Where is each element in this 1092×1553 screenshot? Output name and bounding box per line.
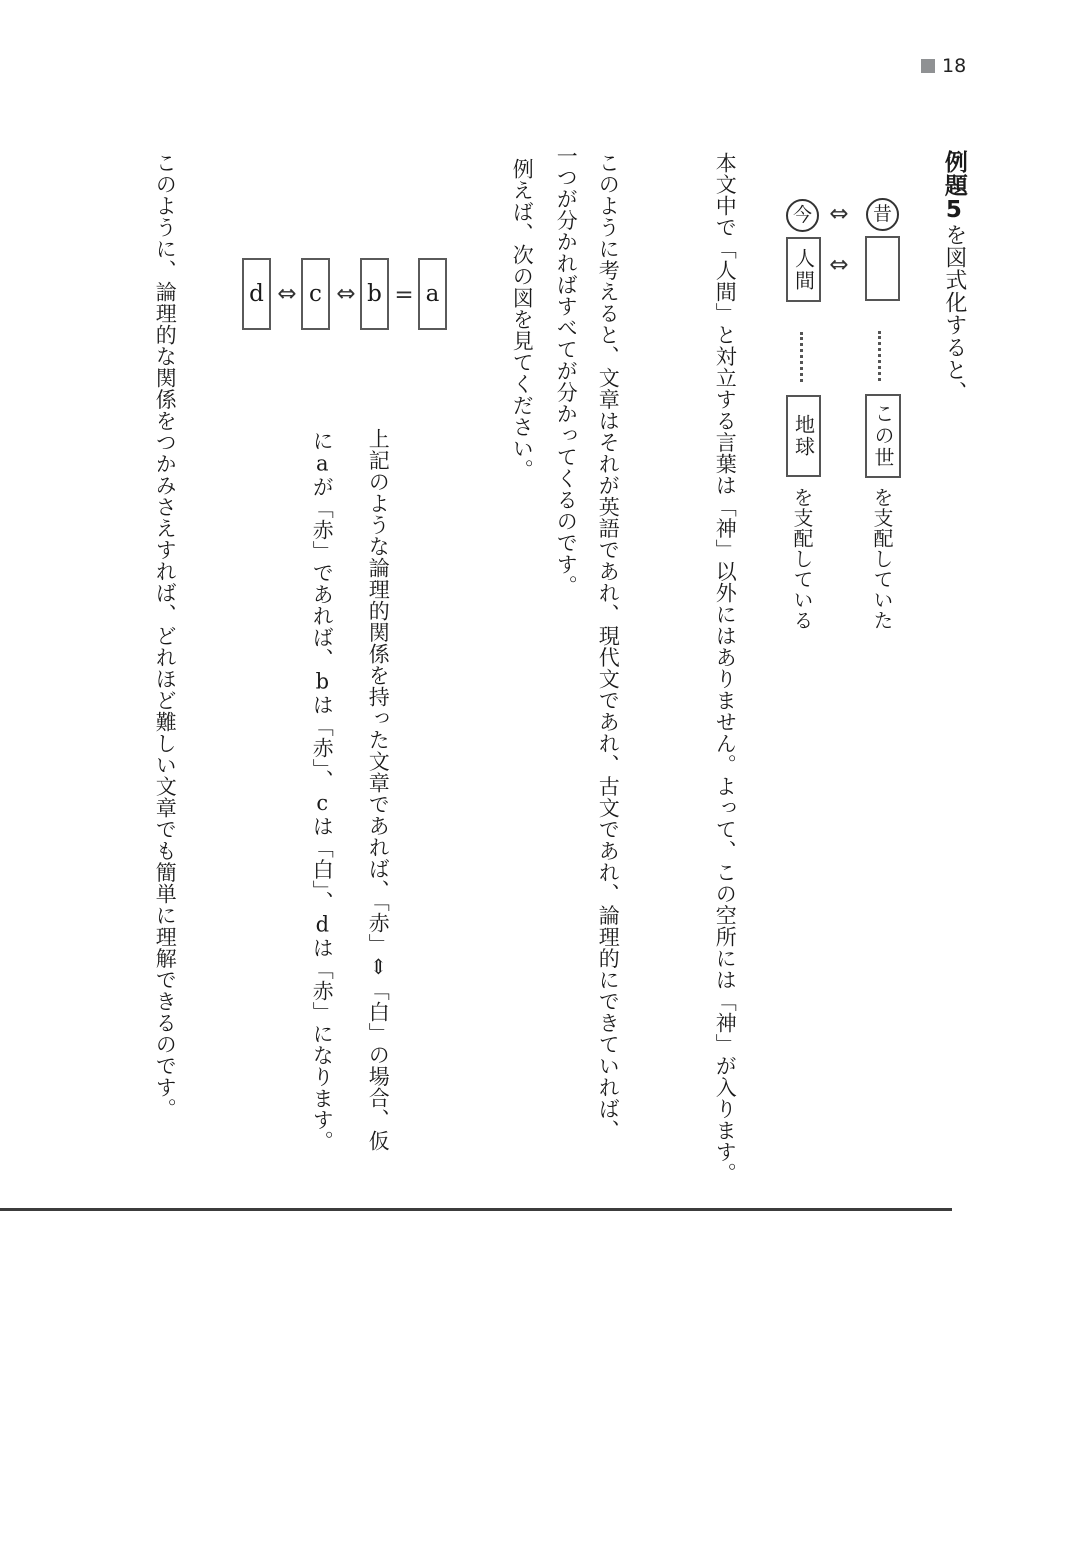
- p3a-text: 上記のような論理的関係を持った文章であれば、「赤」: [366, 428, 391, 955]
- p3b-text: は「赤」、: [310, 694, 335, 791]
- p3b-text: に: [310, 430, 335, 452]
- diagram1-now-circle: [786, 199, 819, 232]
- up-down-double-arrow-icon: ⇕: [366, 955, 391, 980]
- equals-sign: =: [394, 282, 414, 308]
- p3b-text: が「赤」であれば、: [310, 476, 335, 670]
- p3a-text: 「白」の場合、仮: [366, 979, 391, 1152]
- left-right-double-arrow-icon: ⇔: [829, 201, 849, 227]
- now-circle-label: 今: [792, 204, 812, 226]
- diagram1-caption-now: を支配している: [790, 487, 814, 631]
- square-bullet-icon: [921, 59, 935, 73]
- p3b-letter-c: c: [310, 791, 335, 816]
- diagram1-empty-box: [865, 236, 900, 301]
- formula-box-a: a: [418, 258, 447, 330]
- footer-divider: [0, 1208, 952, 1211]
- p3b-letter-b: b: [310, 669, 335, 694]
- p3b-letter-a: a: [310, 451, 335, 476]
- page-number: [921, 55, 966, 77]
- past-circle-label: 昔: [872, 203, 892, 225]
- ellipsis-leader-icon: [878, 331, 881, 381]
- left-right-double-arrow-icon: ⇔: [829, 252, 849, 278]
- left-right-double-arrow-icon: ⇔: [336, 281, 356, 307]
- diagram1-human-box: [786, 237, 821, 302]
- left-right-double-arrow-icon: ⇔: [277, 281, 297, 307]
- paragraph-3-col-2: [308, 430, 335, 1152]
- p3b-letter-d: d: [310, 912, 335, 937]
- paragraph-2-col-2: 一つが分かればすべてが分かってくるのです。: [554, 145, 579, 597]
- diagram1-caption-past: を支配していた: [870, 487, 894, 631]
- human-box-label: 人間: [791, 247, 816, 292]
- paragraph-4: このように、論理的な関係をつかみさえすれば、どれほど難しい文章でも簡単に理解できるのです。: [153, 152, 178, 1120]
- paragraph-2-col-3: 例えば、次の図を見てください。: [510, 158, 535, 481]
- diagram1-past-circle: [866, 198, 899, 231]
- paragraph-2-col-1: このように考えると、文章はそれが英語であれ、現代文であれ、古文であれ、論理的にできていれば、: [596, 152, 621, 1141]
- ellipsis-leader-icon: [800, 332, 803, 382]
- title-example-number: 5: [940, 197, 967, 224]
- title-rest: を図式化すると、: [941, 223, 967, 404]
- section-title: [938, 150, 968, 404]
- formula-box-d: d: [242, 258, 271, 330]
- paragraph-3-col-1: [364, 428, 391, 1152]
- earth-box-label: 地球: [791, 414, 816, 458]
- thisworld-box-label: この世: [871, 403, 895, 469]
- paragraph-1: 本文中で「人間」と対立する言葉は「神」以外にはありません。よって、この空所には「神」が入ります。: [713, 152, 738, 1184]
- formula-box-c: c: [301, 258, 330, 330]
- title-example-label: 例題: [940, 150, 967, 197]
- formula-box-b: b: [360, 258, 389, 330]
- p3b-text: は「白」、: [310, 815, 335, 913]
- diagram1-earth-box: [786, 395, 821, 477]
- page-number-text: 18: [942, 55, 967, 77]
- diagram1-thisworld-box: [865, 394, 901, 478]
- p3b-text: は「赤」になります。: [310, 937, 335, 1152]
